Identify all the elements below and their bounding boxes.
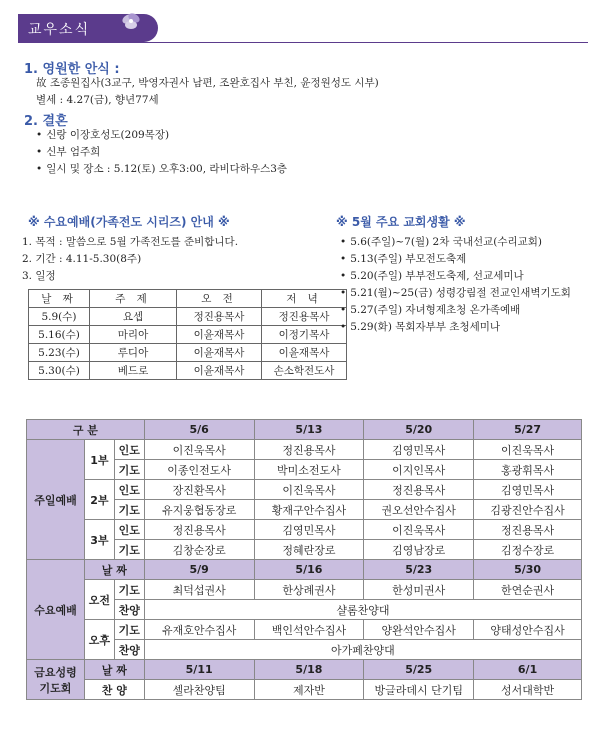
date-cell: 5/20 bbox=[364, 420, 474, 440]
date-label: 날 짜 bbox=[84, 560, 144, 580]
table-header-row bbox=[27, 420, 582, 440]
cell: 정혜란장로 bbox=[254, 540, 364, 560]
header-cell: 오 전 bbox=[177, 290, 262, 308]
date-cell: 5/13 bbox=[254, 420, 364, 440]
service-schedule-table bbox=[26, 419, 582, 700]
friday-label-line1: 금요성령 bbox=[34, 665, 77, 679]
cell: 셀라찬양팀 bbox=[144, 680, 254, 700]
cell: 이지인목사 bbox=[364, 460, 474, 480]
cell: 박미소전도사 bbox=[254, 460, 364, 480]
friday-label-line2: 기도회 bbox=[39, 681, 72, 695]
sunday-worship-label: 주일예배 bbox=[27, 440, 85, 560]
table-row bbox=[27, 660, 582, 680]
date-cell: 5/11 bbox=[144, 660, 254, 680]
cell: 이진욱목사 bbox=[144, 440, 254, 460]
may-event-item: • 5.6(주일)~7(월) 2차 국내선교(수리교회) bbox=[340, 235, 542, 249]
date-cell: 5/6 bbox=[144, 420, 254, 440]
cell: 한성미권사 bbox=[364, 580, 474, 600]
cell: 김영민목사 bbox=[364, 440, 474, 460]
cell: 제자반 bbox=[254, 680, 364, 700]
cell: 김창순장로 bbox=[144, 540, 254, 560]
part-label: 2부 bbox=[84, 480, 114, 520]
cell: 이정기목사 bbox=[262, 326, 347, 344]
table-row bbox=[27, 520, 582, 540]
wed-worship-title: ※ 수요예배(가족전도 시리즈) 안내 ※ bbox=[28, 215, 230, 229]
role-label: 기도 bbox=[114, 500, 144, 520]
choir-cell: 샬롬찬양대 bbox=[144, 600, 581, 620]
date-cell: 5/27 bbox=[474, 420, 582, 440]
table-row bbox=[29, 326, 347, 344]
cell: 김광진안수집사 bbox=[474, 500, 582, 520]
wed-worship-line: 3. 일정 bbox=[22, 270, 56, 282]
cell: 5.16(수) bbox=[29, 326, 90, 344]
morning-label: 오전 bbox=[84, 580, 114, 620]
table-row bbox=[29, 308, 347, 326]
cell: 정진용목사 bbox=[262, 308, 347, 326]
cell: 이진욱목사 bbox=[474, 440, 582, 460]
cell: 이종인전도사 bbox=[144, 460, 254, 480]
evening-label: 오후 bbox=[84, 620, 114, 660]
col-header: 구 분 bbox=[27, 420, 145, 440]
cell: 권오선안수집사 bbox=[364, 500, 474, 520]
role-label: 기도 bbox=[114, 460, 144, 480]
cell: 정진용목사 bbox=[254, 440, 364, 460]
cell: 이윤재목사 bbox=[177, 344, 262, 362]
cell: 5.30(수) bbox=[29, 362, 90, 380]
date-cell: 5/18 bbox=[254, 660, 364, 680]
part-label: 1부 bbox=[84, 440, 114, 480]
cell: 성서대학반 bbox=[474, 680, 582, 700]
cell: 정진용목사 bbox=[144, 520, 254, 540]
may-event-item: • 5.29(화) 목회자부부 초청세미나 bbox=[340, 320, 500, 334]
cell: 이윤재목사 bbox=[177, 326, 262, 344]
cell: 황재구안수집사 bbox=[254, 500, 364, 520]
cell: 유지웅협동장로 bbox=[144, 500, 254, 520]
may-event-item: • 5.20(주일) 부부전도축제, 선교세미나 bbox=[340, 269, 524, 283]
wed-worship-line: 2. 기간 : 4.11-5.30(8주) bbox=[22, 253, 142, 265]
table-row bbox=[27, 620, 582, 640]
date-cell: 6/1 bbox=[474, 660, 582, 680]
cell: 방글라데시 단기팀 bbox=[364, 680, 474, 700]
cell: 양태성안수집사 bbox=[474, 620, 582, 640]
may-event-item: • 5.27(주일) 자녀형제초청 온가족예배 bbox=[340, 303, 520, 317]
part-label: 3부 bbox=[84, 520, 114, 560]
table-row bbox=[27, 440, 582, 460]
header-cell: 주 제 bbox=[90, 290, 177, 308]
news-line: • 신부 엄주희 bbox=[36, 145, 100, 159]
news-title-2: 2. 결혼 bbox=[24, 114, 68, 129]
cell: 양완석안수집사 bbox=[364, 620, 474, 640]
cell: 이진욱목사 bbox=[254, 480, 364, 500]
cell: 백인석안수집사 bbox=[254, 620, 364, 640]
news-line: 故 조종원집사(3교구, 박영자권사 남편, 조완호집사 부친, 윤정원성도 시부) bbox=[36, 77, 379, 89]
may-events-title: ※ 5월 주요 교회생활 ※ bbox=[336, 215, 466, 229]
role-label: 기도 bbox=[114, 580, 144, 600]
cell: 정진용목사 bbox=[474, 520, 582, 540]
cell: 5.23(수) bbox=[29, 344, 90, 362]
cell: 홍광휘목사 bbox=[474, 460, 582, 480]
date-cell: 5/9 bbox=[144, 560, 254, 580]
cell: 한상례권사 bbox=[254, 580, 364, 600]
flower-icon bbox=[118, 10, 144, 36]
role-label: 인도 bbox=[114, 440, 144, 460]
date-cell: 5/16 bbox=[254, 560, 364, 580]
table-row bbox=[29, 344, 347, 362]
cell: 김영남장로 bbox=[364, 540, 474, 560]
cell: 김영민목사 bbox=[474, 480, 582, 500]
header-divider bbox=[18, 42, 588, 43]
cell: 이진욱목사 bbox=[364, 520, 474, 540]
role-label: 찬양 bbox=[114, 600, 144, 620]
cell: 5.9(수) bbox=[29, 308, 90, 326]
cell: 김영민목사 bbox=[254, 520, 364, 540]
table-row bbox=[29, 362, 347, 380]
header-cell: 날 짜 bbox=[29, 290, 90, 308]
choir-cell: 아가페찬양대 bbox=[144, 640, 581, 660]
news-line: • 일시 및 장소 : 5.12(토) 오후3:00, 라비다하우스3층 bbox=[36, 162, 287, 176]
table-row bbox=[27, 560, 582, 580]
role-label: 기도 bbox=[114, 620, 144, 640]
date-cell: 5/23 bbox=[364, 560, 474, 580]
news-line: 별세 : 4.27(금), 향년77세 bbox=[36, 94, 159, 106]
wed-worship-line: 1. 목적 : 말씀으로 5월 가족전도를 준비합니다. bbox=[22, 236, 239, 248]
news-line: • 신랑 이장호성도(209목장) bbox=[36, 128, 169, 142]
role-label: 찬양 bbox=[114, 640, 144, 660]
table-row bbox=[27, 480, 582, 500]
cell: 정진용목사 bbox=[364, 480, 474, 500]
friday-prayer-label bbox=[27, 660, 85, 700]
cell: 요셉 bbox=[90, 308, 177, 326]
table-row bbox=[27, 580, 582, 600]
cell: 한연순권사 bbox=[474, 580, 582, 600]
praise-label: 찬 양 bbox=[84, 680, 144, 700]
table-header-row bbox=[29, 290, 347, 308]
date-cell: 5/30 bbox=[474, 560, 582, 580]
date-cell: 5/25 bbox=[364, 660, 474, 680]
cell: 손소학전도사 bbox=[262, 362, 347, 380]
role-label: 인도 bbox=[114, 520, 144, 540]
header-cell: 저 녁 bbox=[262, 290, 347, 308]
role-label: 기도 bbox=[114, 540, 144, 560]
cell: 베드로 bbox=[90, 362, 177, 380]
may-event-item: • 5.13(주일) 부모전도축제 bbox=[340, 252, 466, 266]
date-label: 날 짜 bbox=[84, 660, 144, 680]
cell: 최덕섭권사 bbox=[144, 580, 254, 600]
news-title-1: 1. 영원한 안식 : bbox=[24, 62, 120, 77]
cell: 정진용목사 bbox=[177, 308, 262, 326]
header-title: 교우소식 bbox=[28, 22, 91, 38]
cell: 이윤재목사 bbox=[262, 344, 347, 362]
cell: 마리아 bbox=[90, 326, 177, 344]
role-label: 인도 bbox=[114, 480, 144, 500]
wed-worship-schedule-table bbox=[28, 289, 347, 380]
cell: 김정수장로 bbox=[474, 540, 582, 560]
cell: 장진환목사 bbox=[144, 480, 254, 500]
cell: 이윤재목사 bbox=[177, 362, 262, 380]
cell: 유재호안수집사 bbox=[144, 620, 254, 640]
may-event-item: • 5.21(월)~25(금) 성령강림절 전교인새벽기도회 bbox=[340, 286, 571, 300]
wednesday-worship-label: 수요예배 bbox=[27, 560, 85, 660]
table-row bbox=[27, 680, 582, 700]
cell: 루디아 bbox=[90, 344, 177, 362]
